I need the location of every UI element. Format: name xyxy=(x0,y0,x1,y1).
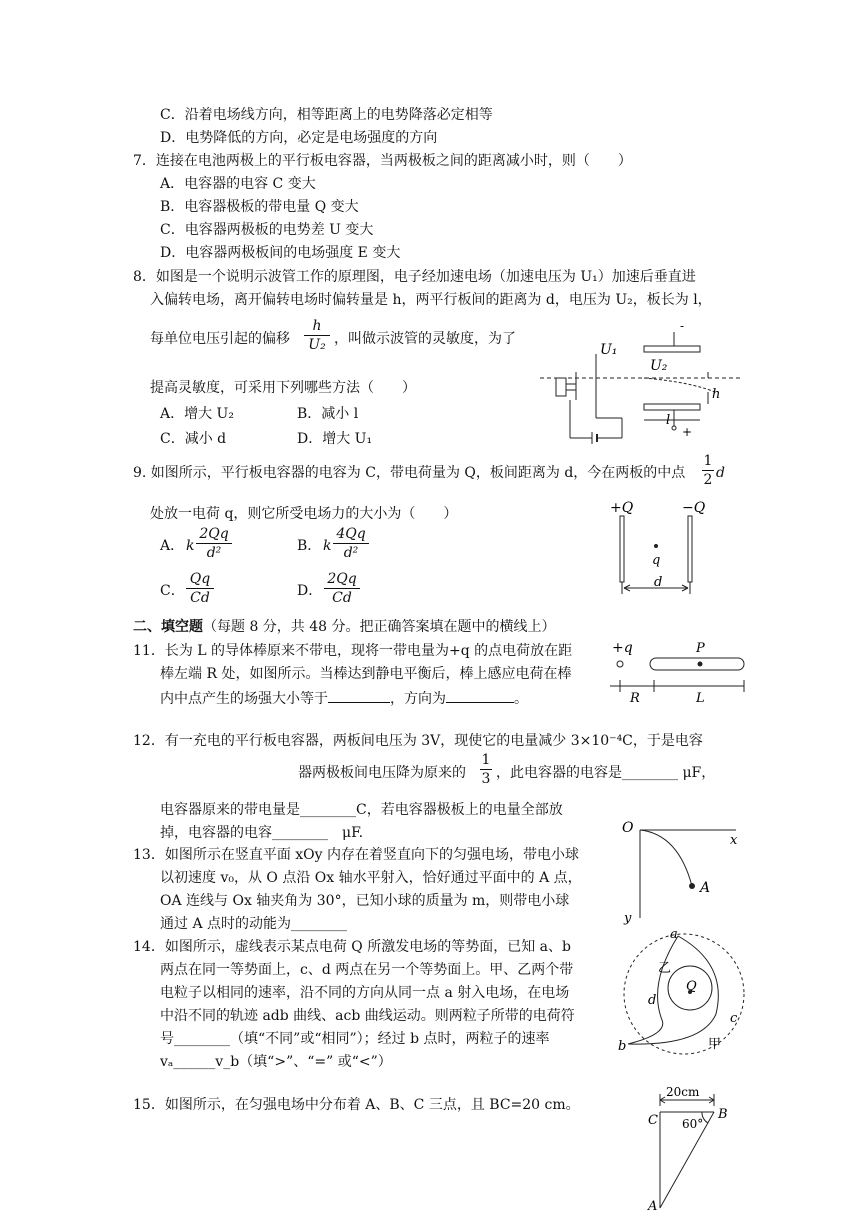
q15-fig-length: 20cm xyxy=(666,1085,700,1099)
q9-option-b-fraction xyxy=(333,526,369,561)
q11-line3 xyxy=(160,688,528,708)
q8-fig-plus: + xyxy=(682,425,693,439)
section-2-instructions: （每题 8 分，共 48 分。把正确答案填在题中的横线上） xyxy=(203,619,556,635)
q13-trajectory-diagram xyxy=(618,818,748,928)
q9-option-a-label: A． xyxy=(160,538,185,554)
q14-line3: 电粒子以相同的速率，沿不同的方向从同一点 a 射入电场，在电场 xyxy=(160,985,570,1001)
q11-line3a: 内中点产生的场强大小等于 xyxy=(160,691,328,707)
q6-option-c: C．沿着电场线方向，相等距离上的电势降落必定相等 xyxy=(160,107,493,123)
q8-oscilloscope-diagram xyxy=(540,320,740,445)
q7-option-b: B．电容器极板的带电量 Q 变大 xyxy=(160,199,359,215)
q8-fraction-denominator: U₂ xyxy=(308,337,326,353)
q9-option-c-label: C． xyxy=(160,583,185,599)
q14-fig-b: b xyxy=(618,1039,627,1054)
q9-charge-point xyxy=(654,544,658,548)
q11-line3c: 。 xyxy=(514,691,528,707)
q11-line1: 11．长为 L 的导体棒原来不带电，现将一带电量为+q 的点电荷放在距 xyxy=(133,643,573,659)
q15-line1: 15．如图所示，在匀强电场中分布着 A、B、C 三点，且 BC=20 cm。 xyxy=(133,1097,580,1113)
q12-line4: 掉，电容器的电容________ μF. xyxy=(160,825,364,841)
q12-line3: 电容器原来的带电量是________C，若电容器极板上的电量全部放 xyxy=(160,802,563,818)
q9-option-c-fraction xyxy=(186,571,214,606)
q11-fig-r: R xyxy=(630,691,640,706)
q14-fig-jia: 甲 xyxy=(708,1037,722,1052)
q7-option-d: D．电容器两极板间的电场强度 E 变大 xyxy=(160,245,401,261)
q14-equipotential-diagram xyxy=(618,924,748,1064)
q8-fig-u2: U₂ xyxy=(650,358,668,374)
q9-a-den: d² xyxy=(206,545,222,561)
q14-fig-a: a xyxy=(670,927,678,942)
q14-line4: 中沿不同的轨迹 adb 曲线、acb 曲线运动。则两粒子所带的电荷符 xyxy=(160,1008,575,1024)
q8-option-b: B．减小 l xyxy=(297,406,359,422)
q9-a-num: 2Qq xyxy=(199,526,229,542)
q9-option-d-label: D． xyxy=(297,583,323,599)
q13-line2: 以初速度 v₀，从 O 点沿 Ox 轴水平射入，恰好通过平面中的 A 点， xyxy=(160,870,582,886)
q13-line4: 通过 A 点时的动能为________ xyxy=(160,916,348,932)
q8-line2: 入偏转电场，离开偏转电场时偏转量是 h，两平行板间的距离为 d，电压为 U₂，板长为 l， xyxy=(150,292,712,308)
q6-option-d: D．电势降低的方向，必定是电场强度的方向 xyxy=(160,130,438,146)
q8-line3b: ，叫做示波管的灵敏度，为了 xyxy=(334,331,516,347)
q7-option-c: C．电容器两极板的电势差 U 变大 xyxy=(160,222,374,238)
q14-line5: 号________（填“不同”或“相同”）；经过 b 点时，两粒子的速率 xyxy=(160,1031,550,1047)
q13-point-a xyxy=(689,883,695,889)
q9-fig-d: d xyxy=(654,575,663,590)
q9-fig-plus-q: +Q xyxy=(610,500,634,516)
q9-fig-q: q xyxy=(652,553,661,568)
q15-triangle-diagram xyxy=(640,1084,740,1212)
q14-line6: vₐ______v_b（填“>”、“=” 或“<”） xyxy=(160,1054,392,1070)
q9-half-numerator: 1 xyxy=(703,453,713,469)
q9-b-den: d² xyxy=(343,545,359,561)
q9-option-d-fraction xyxy=(324,571,360,606)
q9-c-den: Cd xyxy=(190,590,210,606)
q9-d-num: 2Qq xyxy=(327,571,357,587)
q7-stem: 7．连接在电池两极上的平行板电容器，当两极板之间的距离减小时，则（ ） xyxy=(133,153,632,169)
q11-fig-l: L xyxy=(696,691,705,706)
q8-fig-minus: - xyxy=(680,319,685,333)
q13-fig-x: x xyxy=(730,833,738,848)
q9-line2: 处放一电荷 q，则它所受电场力的大小为（ ） xyxy=(150,506,458,522)
q8-line1: 8．如图是一个说明示波管工作的原理图，电子经加速电场（加速电压为 U₁）加速后垂直进 xyxy=(133,269,696,285)
q12-third-fraction xyxy=(480,752,492,787)
q9-option-a-k: k xyxy=(186,538,195,554)
q14-fig-yi: 乙 xyxy=(658,961,672,976)
q9-option-b-label: B． xyxy=(297,538,322,554)
q11-midpoint xyxy=(698,662,703,667)
q8-line4: 提高灵敏度，可采用下列哪些方法（ ） xyxy=(150,380,416,396)
q8-line3a: 每单位电压引起的偏移 xyxy=(150,331,290,347)
q11-line2: 棒左端 R 处，如图所示。当棒达到静电平衡后，棒上感应电荷在棒 xyxy=(160,666,572,682)
q15-fig-a: A xyxy=(648,1199,658,1214)
section-2-heading xyxy=(133,618,556,636)
q9-half-fraction xyxy=(702,453,714,488)
q9-half-d: d xyxy=(716,465,725,481)
q13-line1: 13．如图所示在竖直平面 xOy 内存在着竖直向下的匀强电场，带电小球 xyxy=(133,847,579,863)
q9-d-den: Cd xyxy=(332,590,352,606)
q15-fig-angle: 60° xyxy=(682,1117,704,1131)
q8-fig-l: l xyxy=(666,413,671,428)
section-2-title: 二、填空题 xyxy=(133,619,203,635)
q12-frac-den: 3 xyxy=(481,771,491,787)
q12-line2a: 器两极板间电压降为原来的 xyxy=(298,765,466,781)
q15-fig-c: C xyxy=(648,1113,658,1128)
q14-line2: 两点在同一等势面上，c、d 两点在另一个等势面上。甲、乙两个带 xyxy=(160,962,574,978)
q15-fig-b: B xyxy=(718,1107,728,1122)
q7-option-a: A．电容器的电容 C 变大 xyxy=(160,176,316,192)
q11-field-strength-blank[interactable] xyxy=(328,688,390,703)
q9-c-num: Qq xyxy=(189,571,211,587)
q14-fig-c: c xyxy=(730,1011,738,1026)
q11-rod-diagram xyxy=(610,640,750,706)
q9-option-a-fraction xyxy=(196,526,232,561)
q8-sensitivity-fraction xyxy=(304,318,330,353)
q14-fig-q: Q xyxy=(686,979,697,994)
q8-fig-u1: U₁ xyxy=(600,342,618,358)
q14-line1: 14．如图所示，虚线表示某点电荷 Q 所激发电场的等势面，已知 a、b xyxy=(133,939,571,955)
q8-fraction-numerator: h xyxy=(312,318,322,334)
q8-option-d: D．增大 U₁ xyxy=(297,431,373,447)
q13-fig-a: A xyxy=(700,880,711,896)
q9-option-b-k: k xyxy=(323,538,332,554)
q11-direction-blank[interactable] xyxy=(446,688,514,703)
q11-line3b: ，方向为 xyxy=(390,691,446,707)
q13-fig-y: y xyxy=(624,911,632,926)
q12-frac-num: 1 xyxy=(481,752,491,768)
q12-line2b: ，此电容器的电容是________ μF， xyxy=(496,765,716,781)
q12-line1: 12．有一充电的平行板电容器，两板间电压为 3V，现使它的电量减少 3×10⁻⁴C，于是电容 xyxy=(133,733,703,749)
q11-fig-p: P xyxy=(696,641,705,656)
q9-line1: 9. 如图所示，平行板电容器的电容为 C，带电荷量为 Q，板间距离为 d，今在两板的中点 xyxy=(133,465,686,481)
q14-fig-d: d xyxy=(648,993,657,1008)
q9-b-num: 4Qq xyxy=(336,526,366,542)
q11-fig-plus-q: +q xyxy=(612,640,633,656)
q9-fig-minus-q: −Q xyxy=(682,500,706,516)
q8-option-c: C．减小 d xyxy=(160,431,227,447)
q8-fig-h: h xyxy=(712,387,721,402)
q9-half-denominator: 2 xyxy=(703,472,713,488)
q9-capacitor-diagram xyxy=(600,498,720,598)
q8-option-a: A．增大 U₂ xyxy=(160,406,234,422)
q13-line3: OA 连线与 Ox 轴夹角为 30°，已知小球的质量为 m，则带电小球 xyxy=(160,893,570,909)
q13-fig-o: O xyxy=(622,820,634,836)
